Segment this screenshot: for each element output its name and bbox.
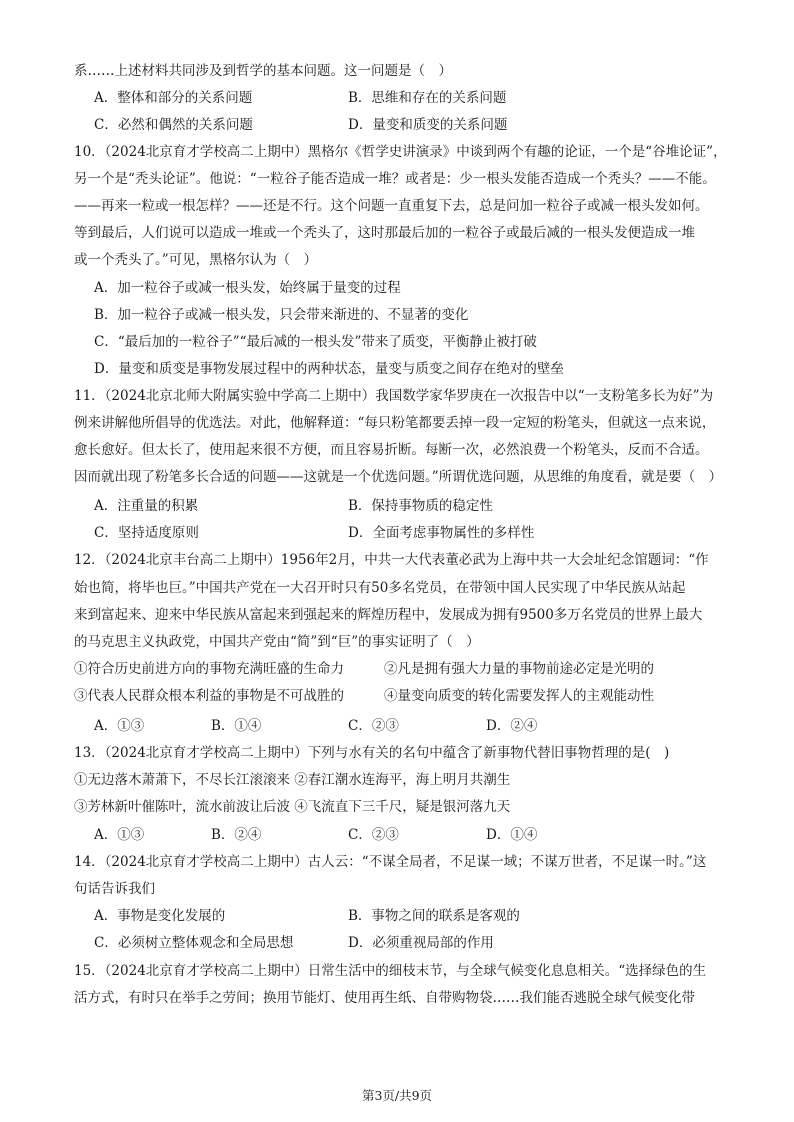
question-12-option-b: B．①④ — [211, 718, 262, 734]
question-13-stem: ①无边落木萧萧下，不尽长江滚滚来 ②春江潮水连海平，海上明月共潮生 — [74, 772, 511, 788]
question-12-statement-2: ②凡是拥有强大力量的事物前途必定是光明的 — [384, 661, 654, 677]
question-9-option-d: D．量变和质变的关系问题 — [348, 117, 508, 133]
question-11-stem: 因而就出现了粉笔多长合适的问题——这就是一个优选问题。”所谓优选问题，从思维的角度看，就是要（ ） — [74, 469, 723, 485]
question-14-option-a: A．事物是变化发展的 — [94, 908, 226, 924]
question-10-option-c: C．“最后加的一粒谷子”“最后减的一根头发”带来了质变，平衡静止被打破 — [94, 334, 537, 350]
question-14-option-d: D．必须重视局部的作用 — [348, 935, 494, 951]
question-13-option-d: D．①④ — [486, 827, 538, 843]
question-11-option-d: D．全面考虑事物属性的多样性 — [348, 525, 535, 541]
question-12-statement-4: ④量变向质变的转化需要发挥人的主观能动性 — [384, 688, 654, 704]
question-12-statement-3: ③代表人民群众根本利益的事物是不可战胜的 — [74, 688, 344, 704]
question-9-stem-tail: 系……上述材料共同涉及到哲学的基本问题。这一问题是（ ） — [74, 63, 452, 79]
question-11-option-a: A．注重量的积累 — [94, 498, 199, 514]
question-10-stem: 10．（2024北京育才学校高二上期中）黑格尔《哲学史讲演录》中谈到两个有趣的论证，一个是“谷堆论证”， — [74, 144, 727, 160]
question-13-stem: 13．（2024北京育才学校高二上期中）下列与水有关的名句中蕴含了新事物代替旧事物哲理的是( ) — [74, 745, 670, 761]
question-14-stem: 14．（2024北京育才学校高二上期中）古人云：“不谋全局者，不足谋一域；不谋万世者，不足谋一时。”这 — [74, 854, 707, 870]
question-10-stem: 或一个秃头了。”可见，黑格尔认为（ ） — [74, 252, 318, 268]
question-12-option-d: D．②④ — [486, 718, 538, 734]
question-13-option-b: B．②④ — [211, 827, 262, 843]
page-number: 第3页/共9页 — [361, 1088, 433, 1103]
question-12-stem: 始也简，将毕也巨。”中国共产党在一大召开时只有50多名党员，在带领中国人民实现了中华民族从站起 — [74, 580, 686, 596]
question-10-stem: 等到最后，人们说可以造成一堆或一个秃头了，这时那最后加的一粒谷子或最后减的一根头发便造成一堆 — [74, 225, 695, 241]
question-11-stem: 11．（2024北京北师大附属实验中学高二上期中）我国数学家华罗庚在一次报告中以“一支粉笔多长为好”为 — [74, 388, 714, 404]
question-10-option-a: A．加一粒谷子或减一根头发，始终属于量变的过程 — [94, 280, 401, 296]
question-9-option-c: C．必然和偶然的关系问题 — [94, 117, 253, 133]
question-11-stem: 例来讲解他所倡导的优选法。对此，他解释道：“每只粉笔都要丢掉一段一定短的粉笔头，但就这一点来说， — [74, 415, 716, 431]
question-12-stem: 来到富起来、迎来中华民族从富起来到强起来的辉煌历程中，发展成为拥有9500多万名党员的世界上最大 — [74, 607, 703, 623]
question-12-option-c: C．②③ — [348, 718, 399, 734]
question-14-stem: 句话告诉我们 — [74, 881, 155, 897]
question-12-stem: 的马克思主义执政党，中国共产党由“简”到“巨”的事实证明了（ ） — [74, 634, 480, 650]
question-9-option-b: B．思维和存在的关系问题 — [348, 90, 507, 106]
question-11-option-b: B．保持事物质的稳定性 — [348, 498, 493, 514]
question-11-option-c: C．坚持适度原则 — [94, 525, 199, 541]
question-10-stem: ——再来一粒或一根怎样？——还是不行。这个问题一直重复下去，总是问加一粒谷子或减一根头发如何。 — [74, 198, 709, 214]
question-15-stem: 活方式，有时只在举手之劳间；换用节能灯、使用再生纸、自带购物袋……我们能否逃脱全球气候变化带 — [74, 990, 695, 1006]
question-12-stem: 12．（2024北京丰台高二上期中）1956年2月，中共一大代表董必武为上海中共一大会址纪念馆题词：“作 — [74, 552, 709, 568]
question-10-option-b: B．加一粒谷子或减一根头发，只会带来渐进的、不显著的变化 — [94, 307, 469, 323]
question-9-option-a: A．整体和部分的关系问题 — [94, 90, 253, 106]
question-12-statement-1: ①符合历史前进方向的事物充满旺盛的生命力 — [74, 661, 344, 677]
question-13-option-c: C．②③ — [348, 827, 399, 843]
question-13-option-a: A．①③ — [94, 827, 145, 843]
question-12-option-a: A．①③ — [94, 718, 145, 734]
question-13-stem: ③芳林新叶催陈叶，流水前波让后波 ④飞流直下三千尺，疑是银河落九天 — [74, 799, 511, 815]
question-10-option-d: D．量变和质变是事物发展过程中的两种状态，量变与质变之间存在绝对的壁垒 — [94, 361, 564, 377]
question-15-stem: 15．（2024北京育才学校高二上期中）日常生活中的细枝末节，与全球气候变化息息相关。“选择绿色的生 — [74, 963, 707, 979]
question-11-stem: 愈长愈好。但太长了，使用起来很不方便，而且容易折断。每断一次，必然浪费一个粉笔头，反而不合适。 — [74, 442, 709, 458]
question-10-stem: 另一个是“秃头论证”。他说：“一粒谷子能否造成一堆？或者是：少一根头发能否造成一个秃头？——不能。 — [74, 171, 716, 187]
question-14-option-c: C．必须树立整体观念和全局思想 — [94, 935, 294, 951]
question-14-option-b: B．事物之间的联系是客观的 — [348, 908, 520, 924]
